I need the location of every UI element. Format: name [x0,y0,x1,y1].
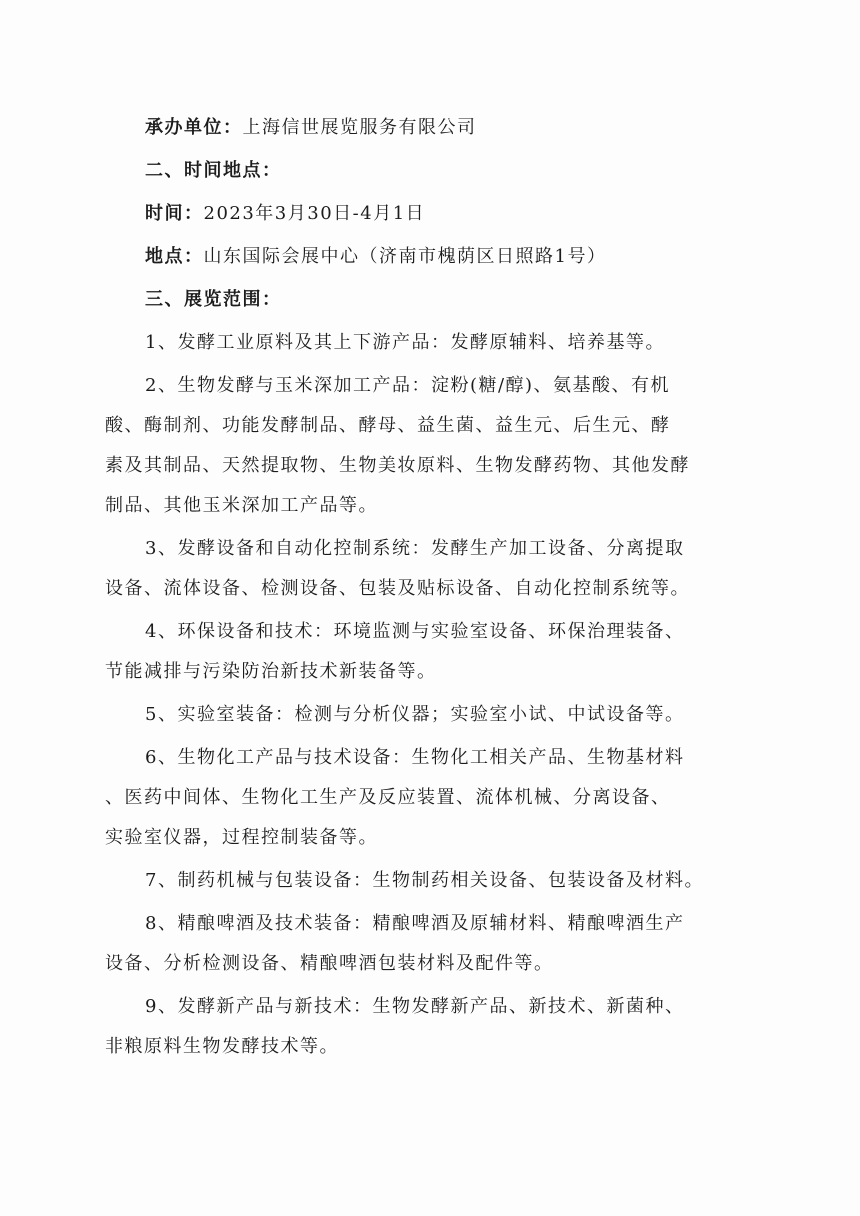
scope-item [105,738,770,858]
scope-item-line: 1、发酵工业原料及其上下游产品：发酵原辅料、培养基等。 [145,332,665,353]
scope-item [105,904,770,984]
scope-item [105,529,770,609]
scope-item [105,612,770,692]
scope-item-line: 4、环保设备和技术：环境监测与实验室设备、环保治理装备、 [145,621,685,642]
document-body [105,108,770,1067]
time-line [105,194,770,234]
organizer-label: 承办单位： [145,117,243,138]
scope-item-line: 节能减排与污染防治新技术新装备等。 [105,661,437,682]
scope-item [105,323,770,363]
scope-list [105,323,770,1067]
place-value: 山东国际会展中心（济南市槐荫区日照路1号） [203,246,607,267]
scope-item-line: 设备、分析检测设备、精酿啤酒包装材料及配件等。 [105,953,554,974]
scope-item [105,987,770,1067]
time-label: 时间： [145,203,204,224]
scope-item-line: 7、制药机械与包装设备：生物制药相关设备、包装设备及材料。 [145,870,704,891]
section-heading-text: 二、时间地点： [145,160,282,181]
place-label: 地点： [145,246,204,267]
section-heading-time-place [105,151,770,191]
scope-item-line: 2、生物发酵与玉米深加工产品：淀粉(糖/醇)、氨基酸、有机 [145,375,671,396]
scope-item-line: 设备、流体设备、检测设备、包装及贴标设备、自动化控制系统等。 [105,578,690,599]
scope-item-line: 素及其制品、天然提取物、生物美妆原料、生物发酵药物、其他发酵 [105,455,690,476]
place-line [105,237,770,277]
time-value: 2023年3月30日-4月1日 [203,203,426,224]
section-heading-scope [105,280,770,320]
organizer-value: 上海信世展览服务有限公司 [242,117,477,138]
section-heading-text: 三、展览范围： [145,289,282,310]
scope-item [105,366,770,526]
scope-item-line: 、医药中间体、生物化工生产及反应装置、流体机械、分离设备、 [105,787,671,808]
scope-item-line: 实验室仪器，过程控制装备等。 [105,827,378,848]
scope-item-line: 8、精酿啤酒及技术装备：精酿啤酒及原辅材料、精酿啤酒生产 [145,913,685,934]
scope-item-line: 3、发酵设备和自动化控制系统：发酵生产加工设备、分离提取 [145,538,685,559]
scope-item-line: 5、实验室装备：检测与分析仪器；实验室小试、中试设备等。 [145,704,685,725]
organizer-line [105,108,770,148]
scope-item-line: 酸、酶制剂、功能发酵制品、酵母、益生菌、益生元、后生元、酵 [105,415,671,436]
scope-item-line: 制品、其他玉米深加工产品等。 [105,495,378,516]
scope-item [105,861,770,901]
scope-item-line: 6、生物化工产品与技术设备：生物化工相关产品、生物基材料 [145,747,685,768]
scope-item [105,695,770,735]
scope-item-line: 非粮原料生物发酵技术等。 [105,1036,339,1057]
scope-item-line: 9、发酵新产品与新技术：生物发酵新产品、新技术、新菌种、 [145,996,685,1017]
